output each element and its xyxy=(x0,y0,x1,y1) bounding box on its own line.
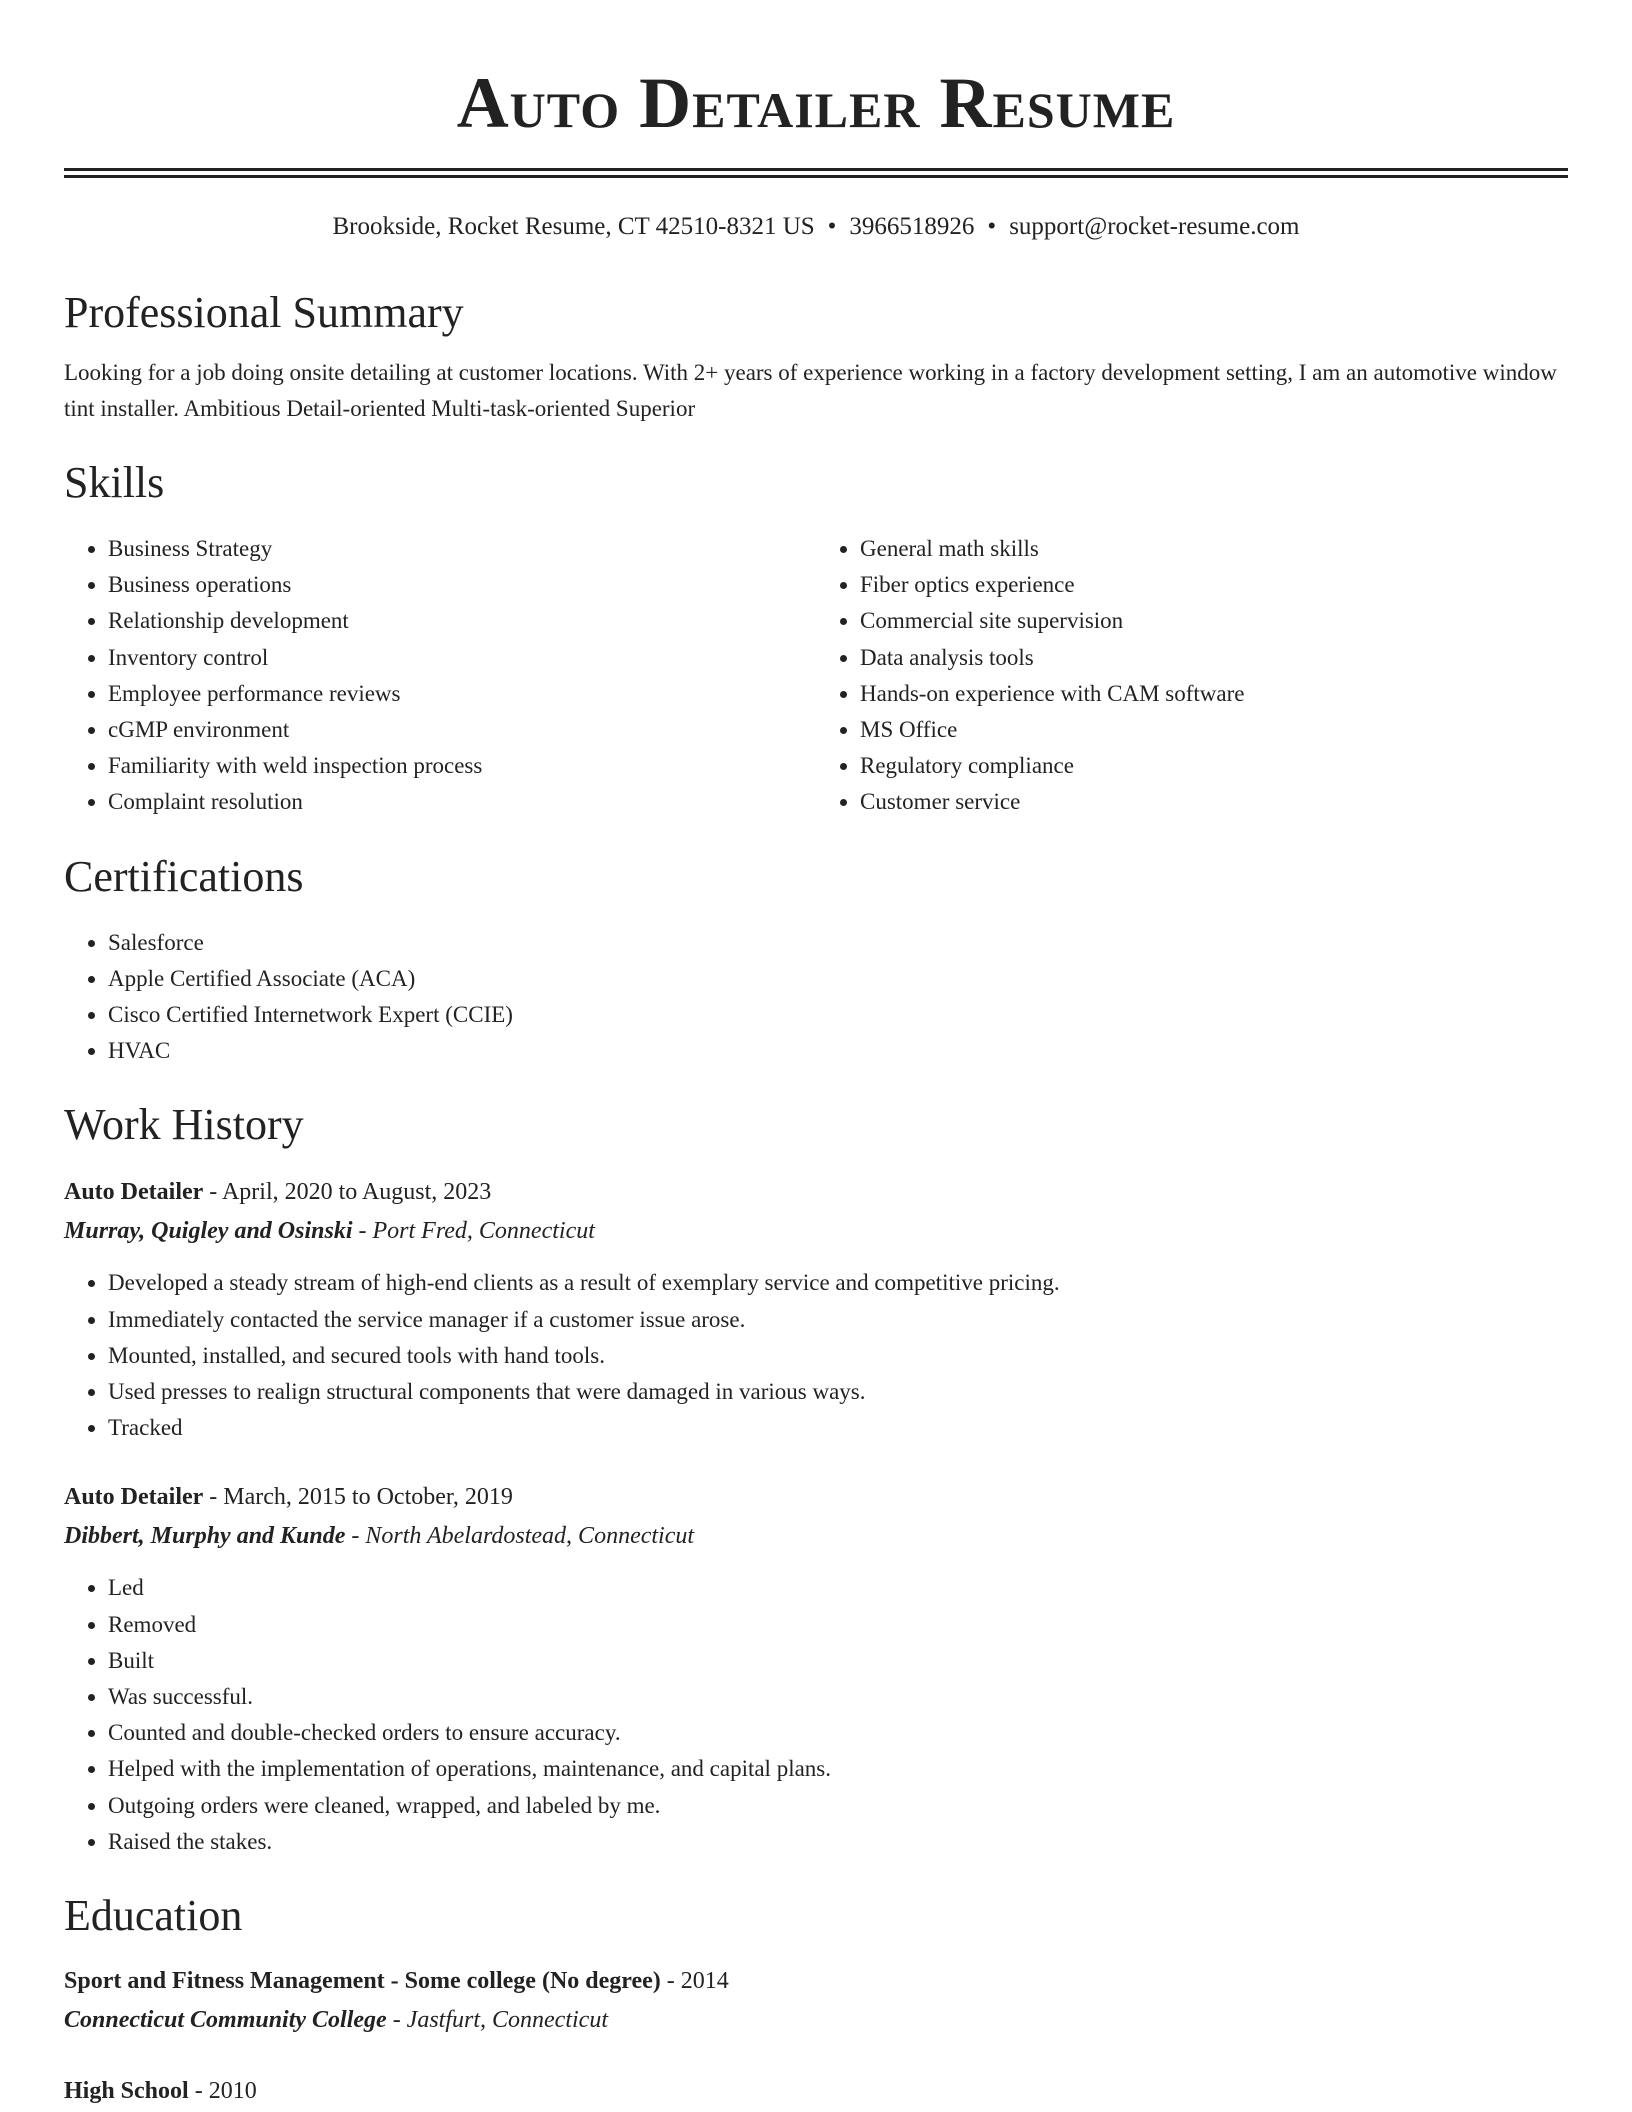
certifications-heading: Certifications xyxy=(64,851,304,901)
job-title: Auto Detailer xyxy=(64,1179,204,1206)
education-heading: Education xyxy=(64,1891,243,1941)
contact-line xyxy=(64,212,1568,242)
summary-heading: Professional Summary xyxy=(64,288,464,337)
job-bullet: • Counted and double-checked orders to ensure accuracy. xyxy=(108,1715,1568,1751)
education-degree-line xyxy=(64,1962,1568,2000)
job-entry xyxy=(64,1478,1568,1860)
job-title-line xyxy=(64,1478,1568,1516)
contact-separator: • xyxy=(987,213,997,240)
summary-text: Looking for a job doing onsite detailing at customer locations. With 2+ years of experience working in a factory development setting, I am an automotive window tint installer. Ambitious Detail-oriented Multi-task-oriented Superior xyxy=(64,360,1557,421)
skill-item: • General math skills xyxy=(860,531,1568,567)
job-title: Auto Detailer xyxy=(64,1484,204,1511)
job-dates: - April, 2020 to August, 2023 xyxy=(203,1179,492,1206)
job-bullet: • Removed xyxy=(108,1607,1568,1643)
job-bullet: • Used presses to realign structural components that were damaged in various ways. xyxy=(108,1374,1568,1410)
job-company-line xyxy=(64,1516,1568,1556)
education-year: - 2010 xyxy=(188,2078,257,2105)
skills-list-right xyxy=(816,531,1568,821)
skills-heading: Skills xyxy=(64,458,165,507)
job-company: Murray, Quigley and Osinski xyxy=(64,1218,353,1245)
skill-item: • Customer service xyxy=(860,784,1568,820)
skill-item: • Business operations xyxy=(108,567,816,603)
skill-item: • Relationship development xyxy=(108,603,816,639)
job-bullet: • Was successful. xyxy=(108,1679,1568,1715)
job-location: - Port Fred, Connecticut xyxy=(352,1218,595,1245)
education-degree: High School xyxy=(64,2078,189,2105)
job-entry xyxy=(64,1173,1568,1446)
contact-phone: 3966518926 xyxy=(849,213,975,240)
job-bullet: • Outgoing orders were cleaned, wrapped, and labeled by me. xyxy=(108,1788,1568,1824)
skill-item: • Commercial site supervision xyxy=(860,603,1568,639)
education-degree: Sport and Fitness Management - Some college (No degree) xyxy=(64,1968,661,1995)
skill-item: • Fiber optics experience xyxy=(860,567,1568,603)
certification-item: • Cisco Certified Internetwork Expert (CCIE) xyxy=(108,997,1568,1033)
job-bullets xyxy=(64,1570,1568,1860)
work-history-heading: Work History xyxy=(64,1100,304,1150)
skill-item: • Familiarity with weld inspection process xyxy=(108,748,816,784)
contact-address: Brookside, Rocket Resume, CT 42510-8321 US xyxy=(332,213,815,240)
certification-item: • Salesforce xyxy=(108,925,1568,961)
job-bullet: • Raised the stakes. xyxy=(108,1824,1568,1860)
job-bullet: • Developed a steady stream of high-end clients as a result of exemplary service and competitive pricing. xyxy=(108,1265,1568,1301)
job-company: Dibbert, Murphy and Kunde xyxy=(64,1523,346,1550)
skill-item: • Hands-on experience with CAM software xyxy=(860,676,1568,712)
education-year: - 2014 xyxy=(660,1968,729,1995)
skills-list-left xyxy=(64,531,816,821)
skill-item: • Regulatory compliance xyxy=(860,748,1568,784)
education-location: - Jastfurt, Connecticut xyxy=(386,2007,608,2034)
skill-item: • MS Office xyxy=(860,712,1568,748)
education-school: Connecticut Community College xyxy=(64,2007,387,2034)
page-title: Auto Detailer Resume xyxy=(456,63,1176,143)
job-bullet: • Tracked xyxy=(108,1410,1568,1446)
contact-email: support@rocket-resume.com xyxy=(1009,213,1300,240)
skill-item: • Business Strategy xyxy=(108,531,816,567)
education-entry xyxy=(64,1962,1568,2040)
job-bullet: • Helped with the implementation of operations, maintenance, and capital plans. xyxy=(108,1751,1568,1787)
job-location: - North Abelardostead, Connecticut xyxy=(345,1523,695,1550)
skill-item: • Inventory control xyxy=(108,640,816,676)
job-bullets xyxy=(64,1265,1568,1446)
skill-item: • Complaint resolution xyxy=(108,784,816,820)
skill-item: • cGMP environment xyxy=(108,712,816,748)
job-dates: - March, 2015 to October, 2019 xyxy=(203,1484,513,1511)
job-bullet: • Immediately contacted the service manager if a customer issue arose. xyxy=(108,1302,1568,1338)
skills-columns xyxy=(64,531,1568,821)
contact-separator: • xyxy=(827,213,837,240)
skill-item: • Employee performance reviews xyxy=(108,676,816,712)
job-company-line xyxy=(64,1211,1568,1251)
certifications-list xyxy=(64,925,1568,1070)
job-bullet: • Led xyxy=(108,1570,1568,1606)
certification-item: • Apple Certified Associate (ACA) xyxy=(108,961,1568,997)
education-degree-line xyxy=(64,2072,1568,2110)
skill-item: • Data analysis tools xyxy=(860,640,1568,676)
title-divider xyxy=(64,168,1568,178)
certification-item: • HVAC xyxy=(108,1033,1568,1069)
education-school-line xyxy=(64,2000,1568,2040)
job-bullet: • Built xyxy=(108,1643,1568,1679)
education-entry xyxy=(64,2072,1568,2110)
job-bullet: • Mounted, installed, and secured tools with hand tools. xyxy=(108,1338,1568,1374)
job-title-line xyxy=(64,1173,1568,1211)
